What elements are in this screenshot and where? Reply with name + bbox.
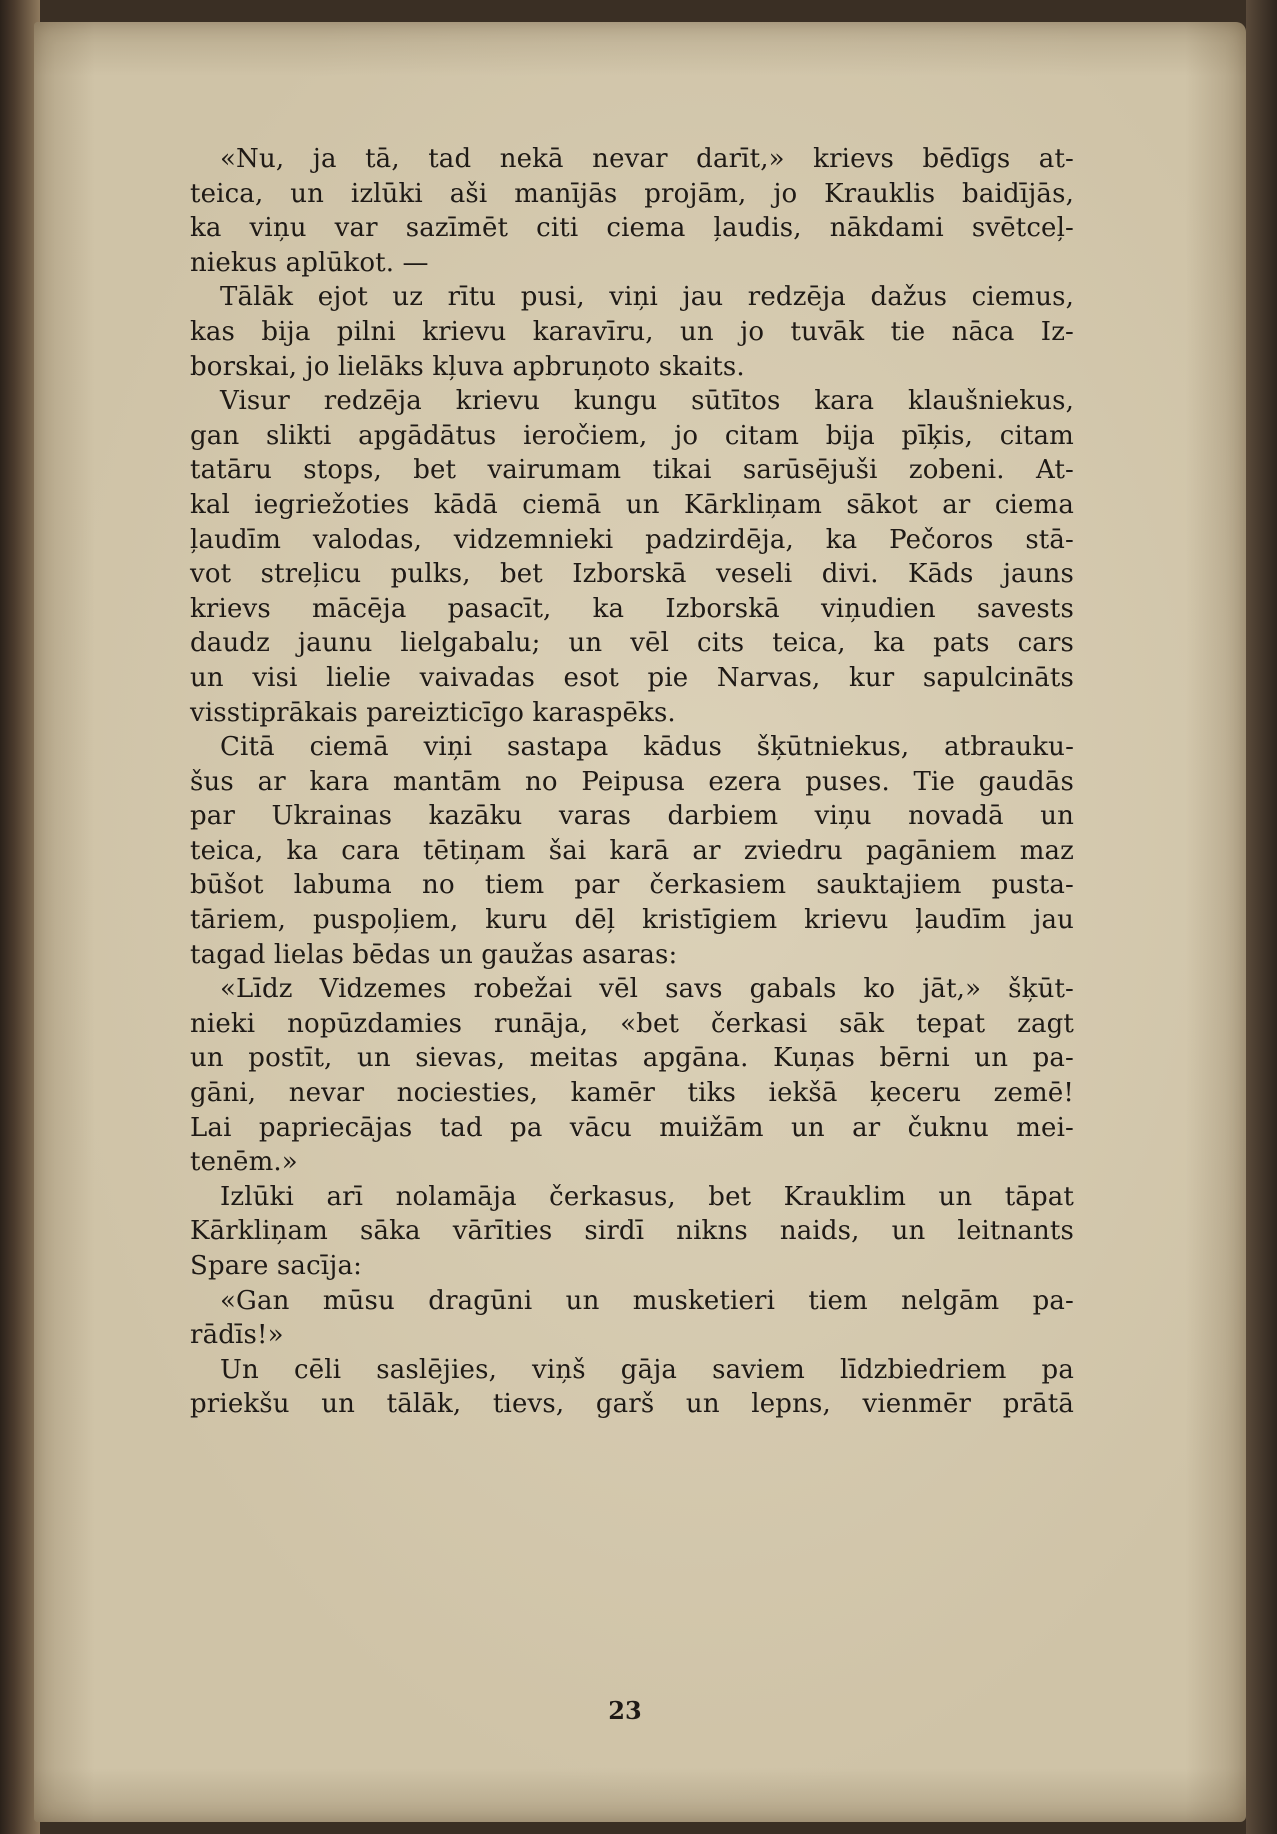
page-text <box>190 142 1074 1422</box>
text-line: par Ukrainas kazāku varas darbiem viņu novadā un <box>190 801 1074 832</box>
text-line: Spare sacīja: <box>190 1251 363 1281</box>
text-line: krievs mācēja pasacīt, ka Izborskā viņudien savests <box>190 593 1074 624</box>
text-line: teica, ka cara tētiņam šai karā ar zviedru pagāniem maz <box>190 835 1074 866</box>
text-line: nieki nopūzdamies runāja, «bet čerkasi sāk tepat zagt <box>190 1008 1074 1039</box>
text-line: būšot labuma no tiem par čerkasiem sauktajiem pusta- <box>190 870 1074 901</box>
text-line: un visi lielie vaivadas esot pie Narvas, kur sapulcināts <box>190 662 1074 693</box>
text-line: vot streļicu pulks, bet Izborskā veseli divi. Kāds jauns <box>190 559 1074 590</box>
text-line: Izlūki arī nolamāja čerkasus, bet Krauklim un tāpat <box>220 1181 1074 1212</box>
text-line: kal iegriežoties kādā ciemā un Kārkliņam sākot ar ciema <box>190 489 1074 520</box>
text-line: tāriem, puspoļiem, kuru dēļ kristīgiem krievu ļaudīm jau <box>190 905 1074 936</box>
text-line: «Līdz Vidzemes robežai vēl savs gabals ko jāt,» šķūt- <box>220 974 1074 1005</box>
page-edge-right <box>1246 0 1277 1834</box>
text-line: Un cēli saslējies, viņš gāja saviem līdzbiedriem pa <box>220 1354 1074 1385</box>
text-line: gāni, nevar nociesties, kamēr tiks iekšā ķeceru zemē! <box>190 1078 1074 1109</box>
text-line: borskai, jo lielāks kļuva apbruņoto skaits. <box>190 351 745 382</box>
text-line: Tālāk ejot uz rītu pusi, viņi jau redzēja dažus ciemus, <box>220 282 1074 313</box>
text-line: tagad lielas bēdas un gaužas asaras: <box>190 939 678 970</box>
text-line: «Nu, ja tā, tad nekā nevar darīt,» krievs bēdīgs at- <box>220 144 1074 174</box>
text-line: «Gan mūsu dragūni un musketieri tiem nelgām pa- <box>220 1285 1074 1316</box>
text-line: tatāru stops, bet vairumam tikai sarūsējuši zobeni. At- <box>190 455 1074 486</box>
text-line: priekšu un tālāk, tievs, garš un lepns, vienmēr prātā <box>190 1389 1074 1420</box>
text-line: ļaudīm valodas, vidzemnieki padzirdēja, ka Pečoros stā- <box>190 524 1074 555</box>
page-number: 23 <box>608 1696 642 1725</box>
text-line: tenēm.» <box>190 1147 298 1178</box>
text-line: kas bija pilni krievu karavīru, un jo tuvāk tie nāca Iz- <box>190 316 1074 347</box>
text-line: šus ar kara mantām no Peipusa ezera puses. Tie gaudās <box>190 766 1074 797</box>
text-line: Kārkliņam sāka vārīties sirdī nikns naids, un leitnants <box>190 1216 1074 1247</box>
text-line: Lai papriecājas tad pa vācu muižām un ar čuknu mei- <box>190 1112 1074 1143</box>
text-line: daudz jaunu lielgabalu; un vēl cits teica, ka pats cars <box>190 628 1074 659</box>
text-line: Citā ciemā viņi sastapa kādus šķūtniekus, atbrauku- <box>220 732 1074 763</box>
text-line: un postīt, un sievas, meitas apgāna. Kuņas bērni un pa- <box>190 1043 1074 1074</box>
text-line: rādīs!» <box>190 1320 284 1351</box>
text-line: ka viņu var sazīmēt citi ciema ļaudis, nākdami svētceļ- <box>190 213 1074 244</box>
text-line: niekus aplūkot. — <box>190 247 429 278</box>
text-line: gan slikti apgādātus ieročiem, jo citam bija pīķis, citam <box>190 420 1074 451</box>
text-line: Visur redzēja krievu kungu sūtītos kara klaušniekus, <box>220 386 1074 417</box>
text-line: visstiprākais pareizticīgo karaspēks. <box>190 697 676 728</box>
text-line: teica, un izlūki aši manījās projām, jo Krauklis baidījās, <box>190 178 1074 209</box>
